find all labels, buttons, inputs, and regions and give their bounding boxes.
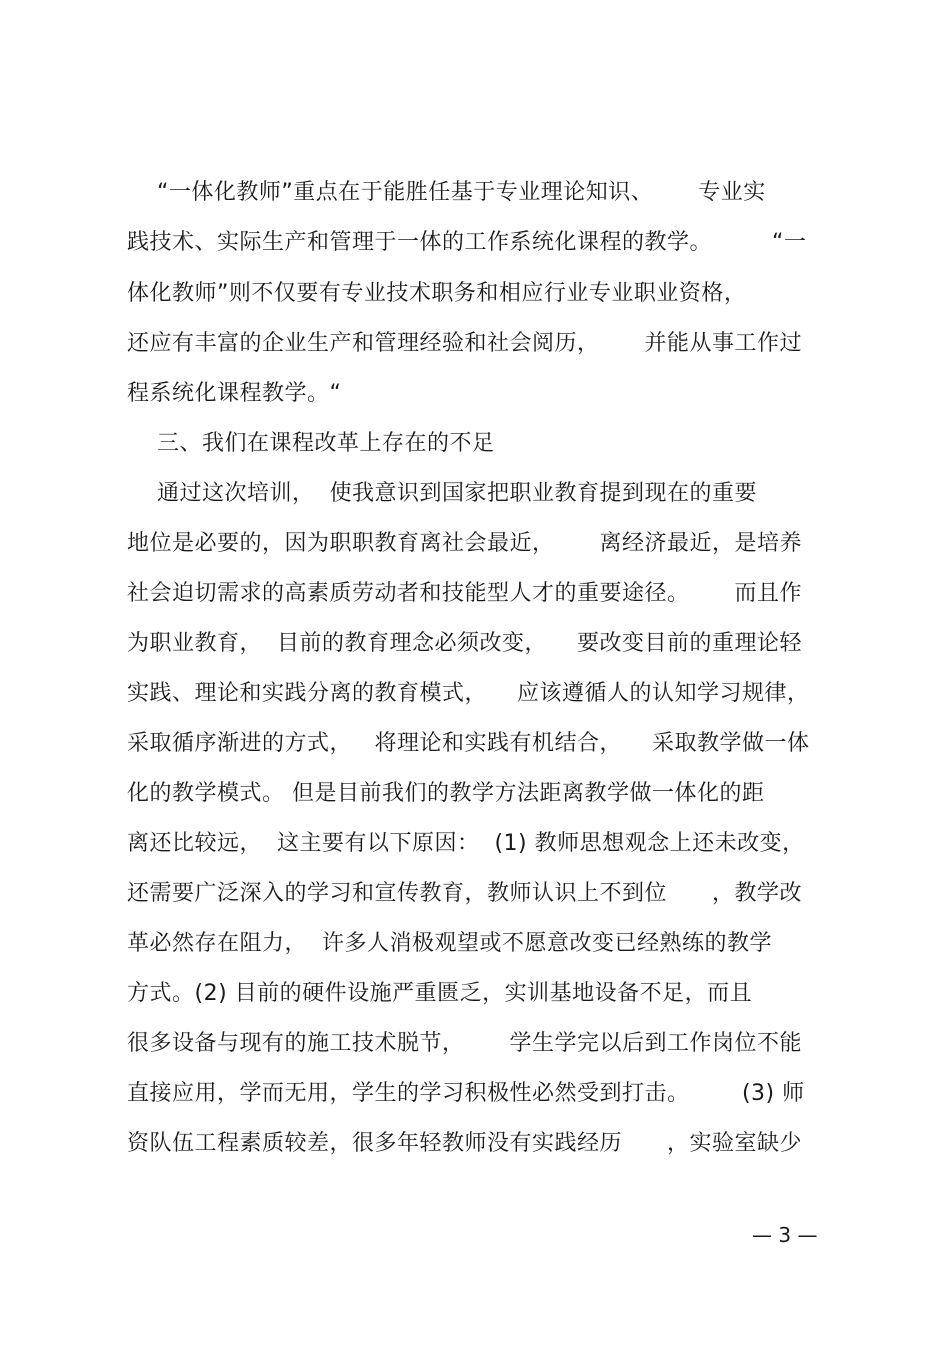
text-line: 通过这次培训， 使我意识到国家把职业教育提到现在的重要: [127, 481, 757, 506]
section-heading: 三、我们在课程改革上存在的不足: [127, 431, 495, 456]
text-line: 直接应用，学而无用，学生的学习积极性必然受到打击。 (3) 师: [127, 1081, 805, 1106]
text-line: 离还比较远， 这主要有以下原因： (1) 教师思想观念上还未改变，: [127, 831, 805, 856]
text-line: 程系统化课程教学。“: [127, 381, 342, 406]
text-line: 革必然存在阻力， 许多人消极观望或不愿意改变已经熟练的教学: [127, 931, 772, 956]
text-line: 践技术、实际生产和管理于一体的工作系统化课程的教学。 “一: [127, 230, 807, 255]
text-line: 方式。(2) 目前的硬件设施严重匮乏，实训基地设备不足，而且: [127, 981, 753, 1006]
text-line: 化的教学模式。 但是目前我们的教学方法距离教学做一体化的距: [127, 781, 765, 806]
text-line: 实践、理论和实践分离的教育模式， 应该遵循人的认知学习规律，: [127, 681, 810, 706]
text-line: “一体化教师”重点在于能胜任基于专业理论知识、 专业实: [127, 180, 766, 205]
text-line: 体化教师”则不仅要有专业技术职务和相应行业专业职业资格，: [127, 281, 747, 306]
text-line: 还需要广泛深入的学习和宣传教育，教师认识上不到位 ，教学改: [127, 881, 802, 906]
text-line: 为职业教育， 目前的教育理念必须改变， 要改变目前的重理论轻: [127, 631, 802, 656]
text-line: 还应有丰富的企业生产和管理经验和社会阅历， 并能从事工作过: [127, 331, 802, 356]
text-line: 资队伍工程素质较差，很多年轻教师没有实践经历 ，实验室缺少: [127, 1131, 802, 1156]
text-line: 社会迫切需求的高素质劳动者和技能型人才的重要途径。 而且作: [127, 581, 802, 606]
text-line: 地位是必要的，因为职职教育离社会最近， 离经济最近，是培养: [127, 531, 802, 556]
page-number: — 3 —: [752, 1223, 818, 1247]
text-line: 很多设备与现有的施工技术脱节， 学生学完以后到工作岗位不能: [127, 1031, 802, 1056]
text-line: 采取循序渐进的方式， 将理论和实践有机结合， 采取教学做一体: [127, 731, 810, 756]
